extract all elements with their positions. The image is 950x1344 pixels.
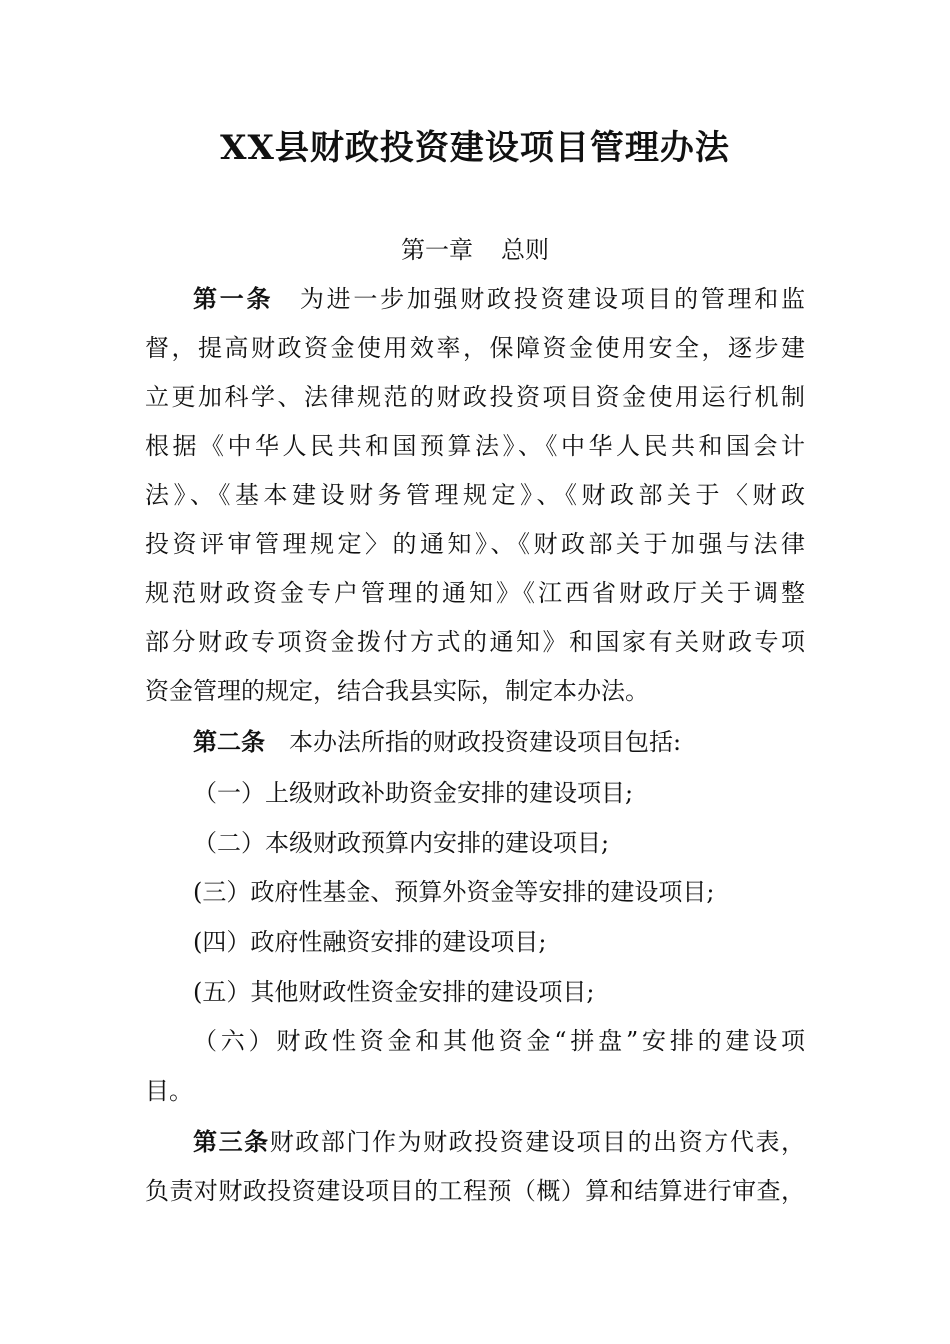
article-3-text: 财政部门作为财政投资建设项目的出资方代表， [269, 1128, 806, 1156]
document-title: XX县财政投资建设项目管理办法 [220, 128, 730, 168]
list-item: （二）本级财政预算内安排的建设项目; [193, 829, 610, 857]
article-1-label: 第一条 [193, 285, 274, 313]
article-2-text: 本办法所指的财政投资建设项目包括: [289, 728, 682, 756]
article-1-line: 部分财政专项资金拨付方式的通知》和国家有关财政专项 [145, 628, 805, 656]
article-2-label: 第二条 [193, 728, 265, 756]
article-1-line: 法》、《基本建设财务管理规定》、《财政部关于〈财政 [145, 481, 805, 509]
article-1-line: 根据《中华人民共和国预算法》、《中华人民共和国会计 [145, 432, 805, 460]
article-1-line [193, 281, 805, 317]
chapter-heading [0, 232, 950, 268]
list-item: (四）政府性融资安排的建设项目; [193, 928, 547, 956]
article-1-line: 立更加科学、法律规范的财政投资项目资金使用运行机制 [145, 383, 805, 411]
article-3-label: 第三条 [193, 1128, 270, 1156]
article-1-line: 投资评审管理规定〉的通知》、《财政部关于加强与法律 [145, 530, 805, 558]
article-1-line: 资金管理的规定，结合我县实际，制定本办法。 [145, 677, 649, 705]
article-3-line [193, 1124, 805, 1160]
list-item: （一）上级财政补助资金安排的建设项目; [193, 779, 634, 807]
article-2-line [193, 724, 805, 760]
list-item: (三）政府性基金、预算外资金等安排的建设项目; [193, 878, 715, 906]
list-item: (五）其他财政性资金安排的建设项目; [193, 978, 595, 1006]
list-item: （六）财政性资金和其他资金“拼盘”安排的建设项 [193, 1027, 805, 1055]
article-1-line: 督，提高财政资金使用效率，保障资金使用安全，逐步建 [145, 334, 805, 362]
chapter-number: 第一章 [401, 236, 473, 264]
article-1-text: 为进一步加强财政投资建设项目的管理和监 [297, 285, 806, 313]
chapter-name: 总则 [501, 236, 549, 264]
list-item-continuation: 目。 [145, 1077, 193, 1105]
article-3-line: 负责对财政投资建设项目的工程预（概）算和结算进行审查， [145, 1177, 805, 1205]
article-1-line: 规范财政资金专户管理的通知》《江西省财政厅关于调整 [145, 579, 805, 607]
